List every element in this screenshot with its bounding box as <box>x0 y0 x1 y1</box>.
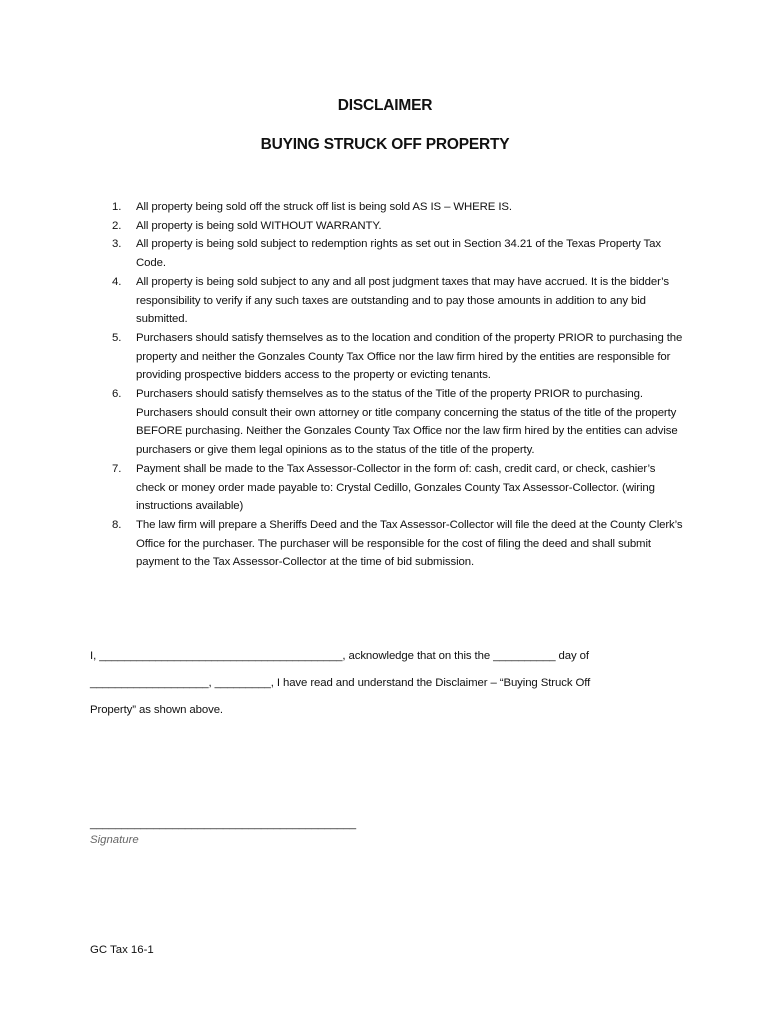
acknowledgment-line-1[interactable]: I, _______________________________________, acknowledge that on this the __________ day of <box>90 650 589 662</box>
clause-text: All property is being sold WITHOUT WARRANTY. <box>136 219 382 232</box>
clause-number: 3. <box>112 238 122 251</box>
clause-number: 1. <box>112 201 122 213</box>
acknowledgment-line-2[interactable]: ___________________, _________, I have read and understand the Disclaimer – “Buying Struck Off <box>90 677 591 689</box>
document-title: DISCLAIMER <box>337 97 433 114</box>
clause-item <box>108 460 683 516</box>
clause-number: 2. <box>112 219 122 232</box>
acknowledgment-line-3: Property” as shown above. <box>90 704 223 716</box>
clause-item <box>108 235 683 272</box>
clause-number: 6. <box>112 388 122 401</box>
clause-item <box>108 198 683 217</box>
form-code-footer: GC Tax 16-1 <box>90 944 154 956</box>
clause-item <box>108 329 683 385</box>
clause-text: All property being sold off the struck off list is being sold AS IS – WHERE IS. <box>136 201 512 213</box>
clause-text: Payment shall be made to the Tax Assessor-Collector in the form of: cash, credit card, or check, cashier’s check or money order made payable to: Crystal Cedillo, Gonzales County Tax Assessor-Collector. (wiring instructions available) <box>136 462 656 513</box>
document-subtitle: BUYING STRUCK OFF PROPERTY <box>260 136 510 153</box>
clause-item <box>108 385 683 460</box>
clause-list <box>108 198 683 572</box>
signature-label: Signature <box>90 834 139 846</box>
clause-item <box>108 516 683 572</box>
signature-field[interactable]: __________________________________________ <box>90 818 357 830</box>
clause-text: All property is being sold subject to redemption rights as set out in Section 34.21 of the Texas Property Tax Code. <box>136 238 661 270</box>
clause-text: All property is being sold subject to any and all post judgment taxes that may have accrued. It is the bidder’s responsibility to verify if any such taxes are outstanding and to pay those amounts in addition to any bid submitted. <box>136 275 670 326</box>
clause-number: 4. <box>112 275 122 288</box>
clause-number: 7. <box>112 462 122 475</box>
clause-item <box>108 273 683 329</box>
clause-text: Purchasers should satisfy themselves as to the location and condition of the property PRIOR to purchasing the property and neither the Gonzales County Tax Office nor the law firm hired by the entities are responsible for providing prospective bidders access to the property or evicting tenants. <box>136 331 683 382</box>
clause-number: 5. <box>112 331 122 344</box>
clause-text: The law firm will prepare a Sheriffs Deed and the Tax Assessor-Collector will file the deed at the County Clerk’s Office for the purchaser. The purchaser will be responsible for the cost of filing the deed and shall submit payment to the Tax Assessor-Collector at the time of bid submission. <box>136 518 683 569</box>
clause-text: Purchasers should satisfy themselves as to the status of the Title of the property PRIOR to purchasing. Purchasers should consult their own attorney or title company concerning the status of the title of the property BEFORE purchasing. Neither the Gonzales County Tax Office nor the law firm hired by the entities can advise purchasers or give them legal opinions as to the status of the title of the property. <box>136 388 678 457</box>
clause-number: 8. <box>112 518 122 531</box>
clause-item <box>108 217 683 236</box>
